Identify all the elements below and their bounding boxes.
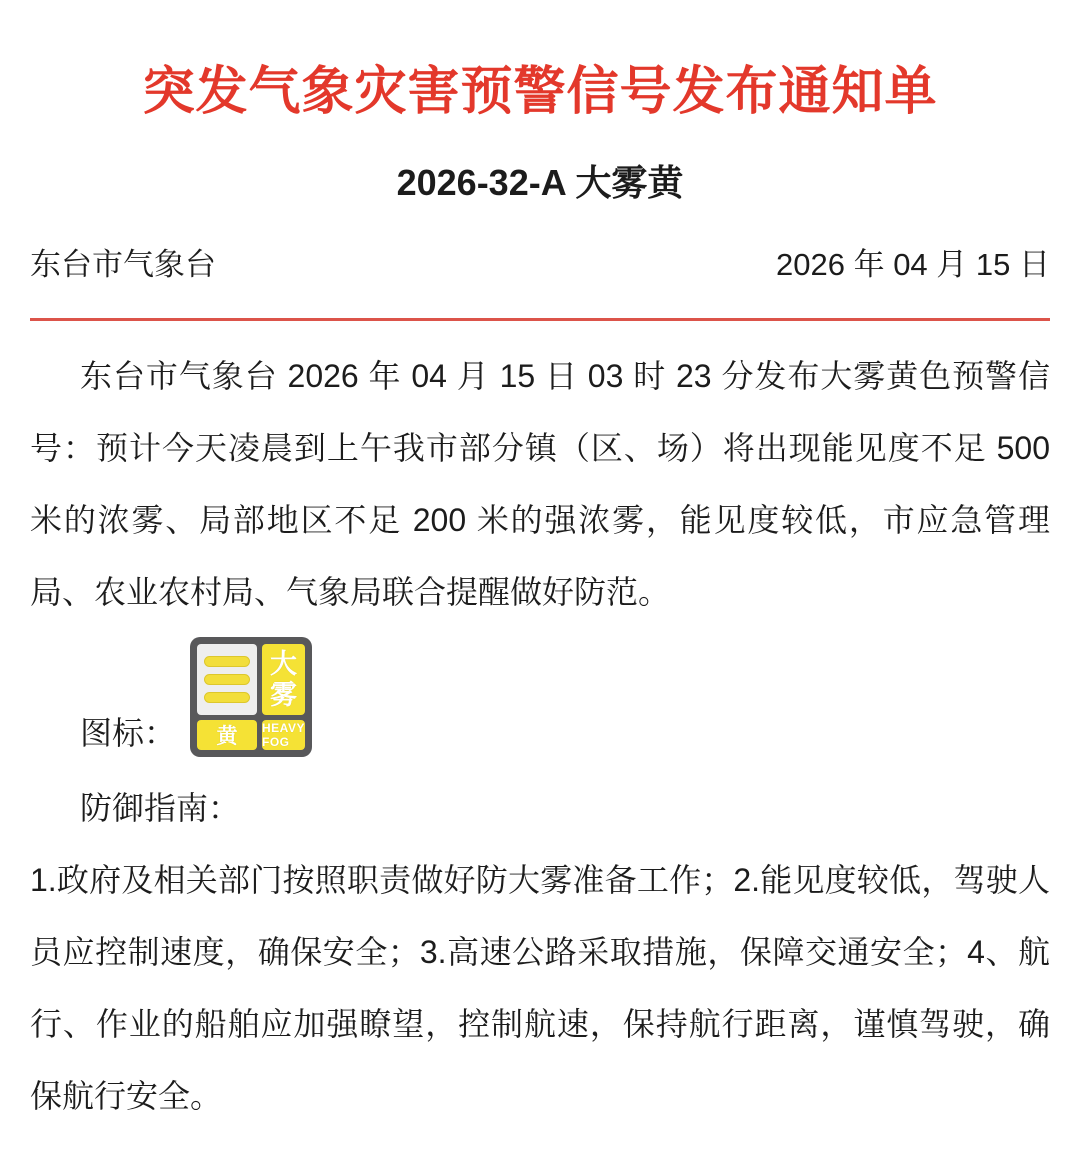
defense-guide-heading: 防御指南： [80,790,241,826]
fog-name-characters [262,644,305,715]
fog-name-char-top: 大 [270,648,298,679]
issue-date: 2026 年 04 月 15 日 [776,247,1050,282]
red-divider-rule [30,318,1050,321]
fog-bar-icon [204,692,250,703]
warning-serial-number: 2026-32-A 大雾黄 [396,162,684,203]
fog-symbol-panel [197,644,257,715]
icon-label: 图标： [80,715,177,751]
heavy-fog-yellow-warning-icon [190,637,312,757]
issuer-date-row [30,246,1050,284]
fog-bar-icon [204,656,250,667]
page-title: 突发气象灾害预警信号发布通知单 [142,63,938,121]
fog-bar-icon [204,674,250,685]
issuer-name: 东台市气象台 [30,247,216,282]
defense-guide-paragraph: 1.政府及相关部门按照职责做好防大雾准备工作；2.能见度较低，驾驶人员应控制速度，确保安全；3.高速公路采取措施，保障交通安全；4、航行、作业的船舶应加强瞭望，控制航速，保持航行距离，谨慎驾驶，确保航行安全。 [30,862,1050,1114]
icon-row [80,637,1050,757]
warning-level-badge: 黄 [197,720,257,750]
warning-english-label: HEAVY FOG [262,721,305,749]
announcement-paragraph: 东台市气象台 2026 年 04 月 15 日 03 时 23 分发布大雾黄色预警信号：预计今天凌晨到上午我市部分镇（区、场）将出现能见度不足 500 米的浓雾、局部地区不足 200 米的强浓雾，能见度较低，市应急管理局、农业农村局、气象局联合提醒做好防范。 [30,358,1050,610]
fog-name-char-bottom: 雾 [270,679,298,710]
